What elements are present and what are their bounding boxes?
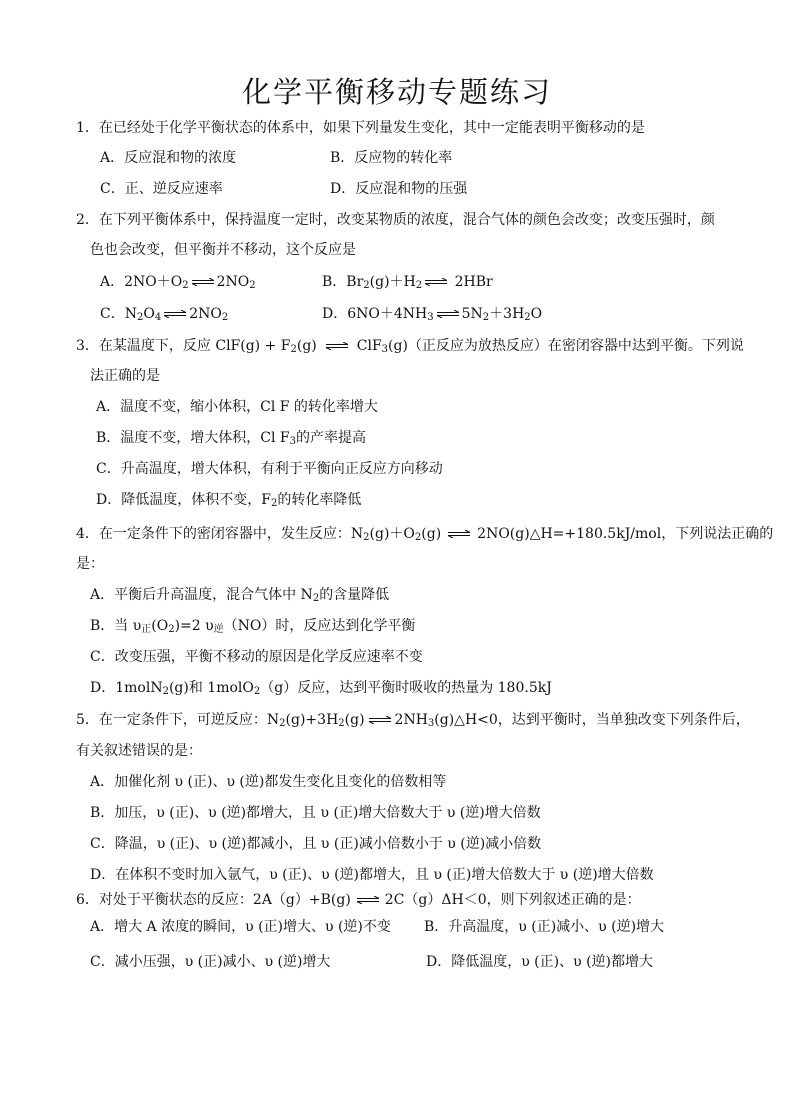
equilibrium-arrow-icon	[352, 896, 384, 904]
question-4-option-a: A．平衡后升高温度，混合气体中 $N_2$的含量降低	[90, 587, 390, 604]
question-2-stem-continued: 色也会改变，但平衡并不移动，这个反应是	[90, 242, 356, 258]
question-1-stem: 1．在已经处于化学平衡状态的体系中，如果下列量发生变化，其中一定能表明平衡移动的是	[76, 120, 645, 136]
question-4-option-d: D．1molN$_2$(g)和 1molO$_2$（g）反应，达到平衡时吸收的热量为 180.5kJ	[90, 680, 552, 697]
question-6-option-d: D．降低温度，υ (正)、υ (逆)都增大	[426, 954, 653, 970]
question-5-option-d: D．在体积不变时加入氩气，υ (正)、υ (逆)都增大，且 υ (正)增大倍数大于 υ (逆)增大倍数	[90, 867, 654, 883]
question-4-stem: 4．在一定条件下的密闭容器中，发生反应：$N_2(g)+O_2(g)$ 2NO(g)△H=+180.5kJ/mol，下列说法正确的	[76, 526, 774, 543]
question-3-option-c: C．升高温度，增大体积，有利于平衡向正反应方向移动	[96, 461, 443, 477]
question-2-option-b: B．$Br_2(g)+H_2$ 2HBr	[322, 274, 493, 291]
equilibrium-arrow-icon	[425, 278, 447, 286]
equilibrium-arrow-icon	[368, 716, 392, 724]
question-3-stem: 3．在某温度下，反应 $ClF(g) + F_2(g)$ ClF$_3$(g)（正反应为放热反应）在密闭容器中达到平衡。下列说	[76, 338, 744, 355]
question-5-option-a: A．加催化剂 υ (正)、υ (逆)都发生变化且变化的倍数相等	[90, 774, 447, 790]
question-5-stem: 5．在一定条件下，可逆反应：$N_2(g)+3H_2(g)$ $2NH_3(g)\triangle H<0$，达到平衡时，当单独改变下列条件后，	[76, 712, 750, 729]
question-3-option-d: D．降低温度，体积不变，$F_2$的转化率降低	[96, 492, 362, 509]
question-4-stem-continued: 是：	[76, 556, 104, 572]
question-5-option-c: C．降温，υ (正)、υ (逆)都减小，且 υ (正)减小倍数小于 υ (逆)减小倍数	[90, 836, 542, 852]
question-6-option-b: B．升高温度，υ (正)减小、υ (逆)增大	[424, 919, 665, 935]
question-1-option-c: C．正、逆反应速率	[100, 181, 223, 197]
question-3-option-b: B．温度不变，增大体积，Cl $F_3$的产率提高	[96, 430, 367, 447]
page-title: 化学平衡移动专题练习	[241, 75, 552, 109]
question-2-option-a: A．$2NO+O_2$ $2NO_2$	[100, 274, 256, 291]
equilibrium-arrow-icon	[325, 342, 349, 350]
equilibrium-arrow-icon	[444, 530, 474, 538]
question-6-option-a: A．增大 A 浓度的瞬间，υ (正)增大、υ (逆)不变	[90, 919, 391, 935]
question-2-option-d: D．$6NO+4NH_3$ $5N_2+3H_2O$	[322, 306, 543, 323]
question-1-option-d: D．反应混和物的压强	[330, 181, 468, 197]
question-6-stem: 6．对处于平衡状态的反应：2A（g）+B(g) 2C（g）ΔH＜0，则下列叙述正确的是：	[76, 892, 641, 908]
question-3-option-a: A．温度不变，缩小体积，Cl F 的转化率增大	[96, 399, 378, 415]
question-1-option-a: A．反应混和物的浓度	[100, 150, 237, 166]
question-4-option-c: C．改变压强，平衡不移动的原因是化学反应速率不变	[90, 649, 423, 665]
question-1-option-b: B．反应物的转化率	[330, 150, 453, 166]
question-2-option-c: C．$N_2O_4$ $2NO_2$	[100, 306, 229, 323]
question-6-option-c: C．减小压强，υ (正)减小、υ (逆)增大	[90, 954, 331, 970]
equilibrium-arrow-icon	[437, 310, 459, 318]
equilibrium-arrow-icon	[192, 278, 214, 286]
question-2-stem: 2．在下列平衡体系中，保持温度一定时，改变某物质的浓度，混合气体的颜色会改变；改变压强时，颜	[76, 212, 715, 228]
question-4-option-b: B．当 $\upsilon_正(O_2)=2$ $\upsilon_逆(NO)$时，反应达到化学平衡	[90, 618, 416, 635]
equilibrium-arrow-icon	[164, 310, 186, 318]
question-5-option-b: B．加压，υ (正)、υ (逆)都增大，且 υ (正)增大倍数大于 υ (逆)增大倍数	[90, 805, 541, 821]
question-5-stem-continued: 有关叙述错误的是：	[76, 743, 202, 759]
question-3-stem-continued: 法正确的是	[90, 368, 160, 384]
